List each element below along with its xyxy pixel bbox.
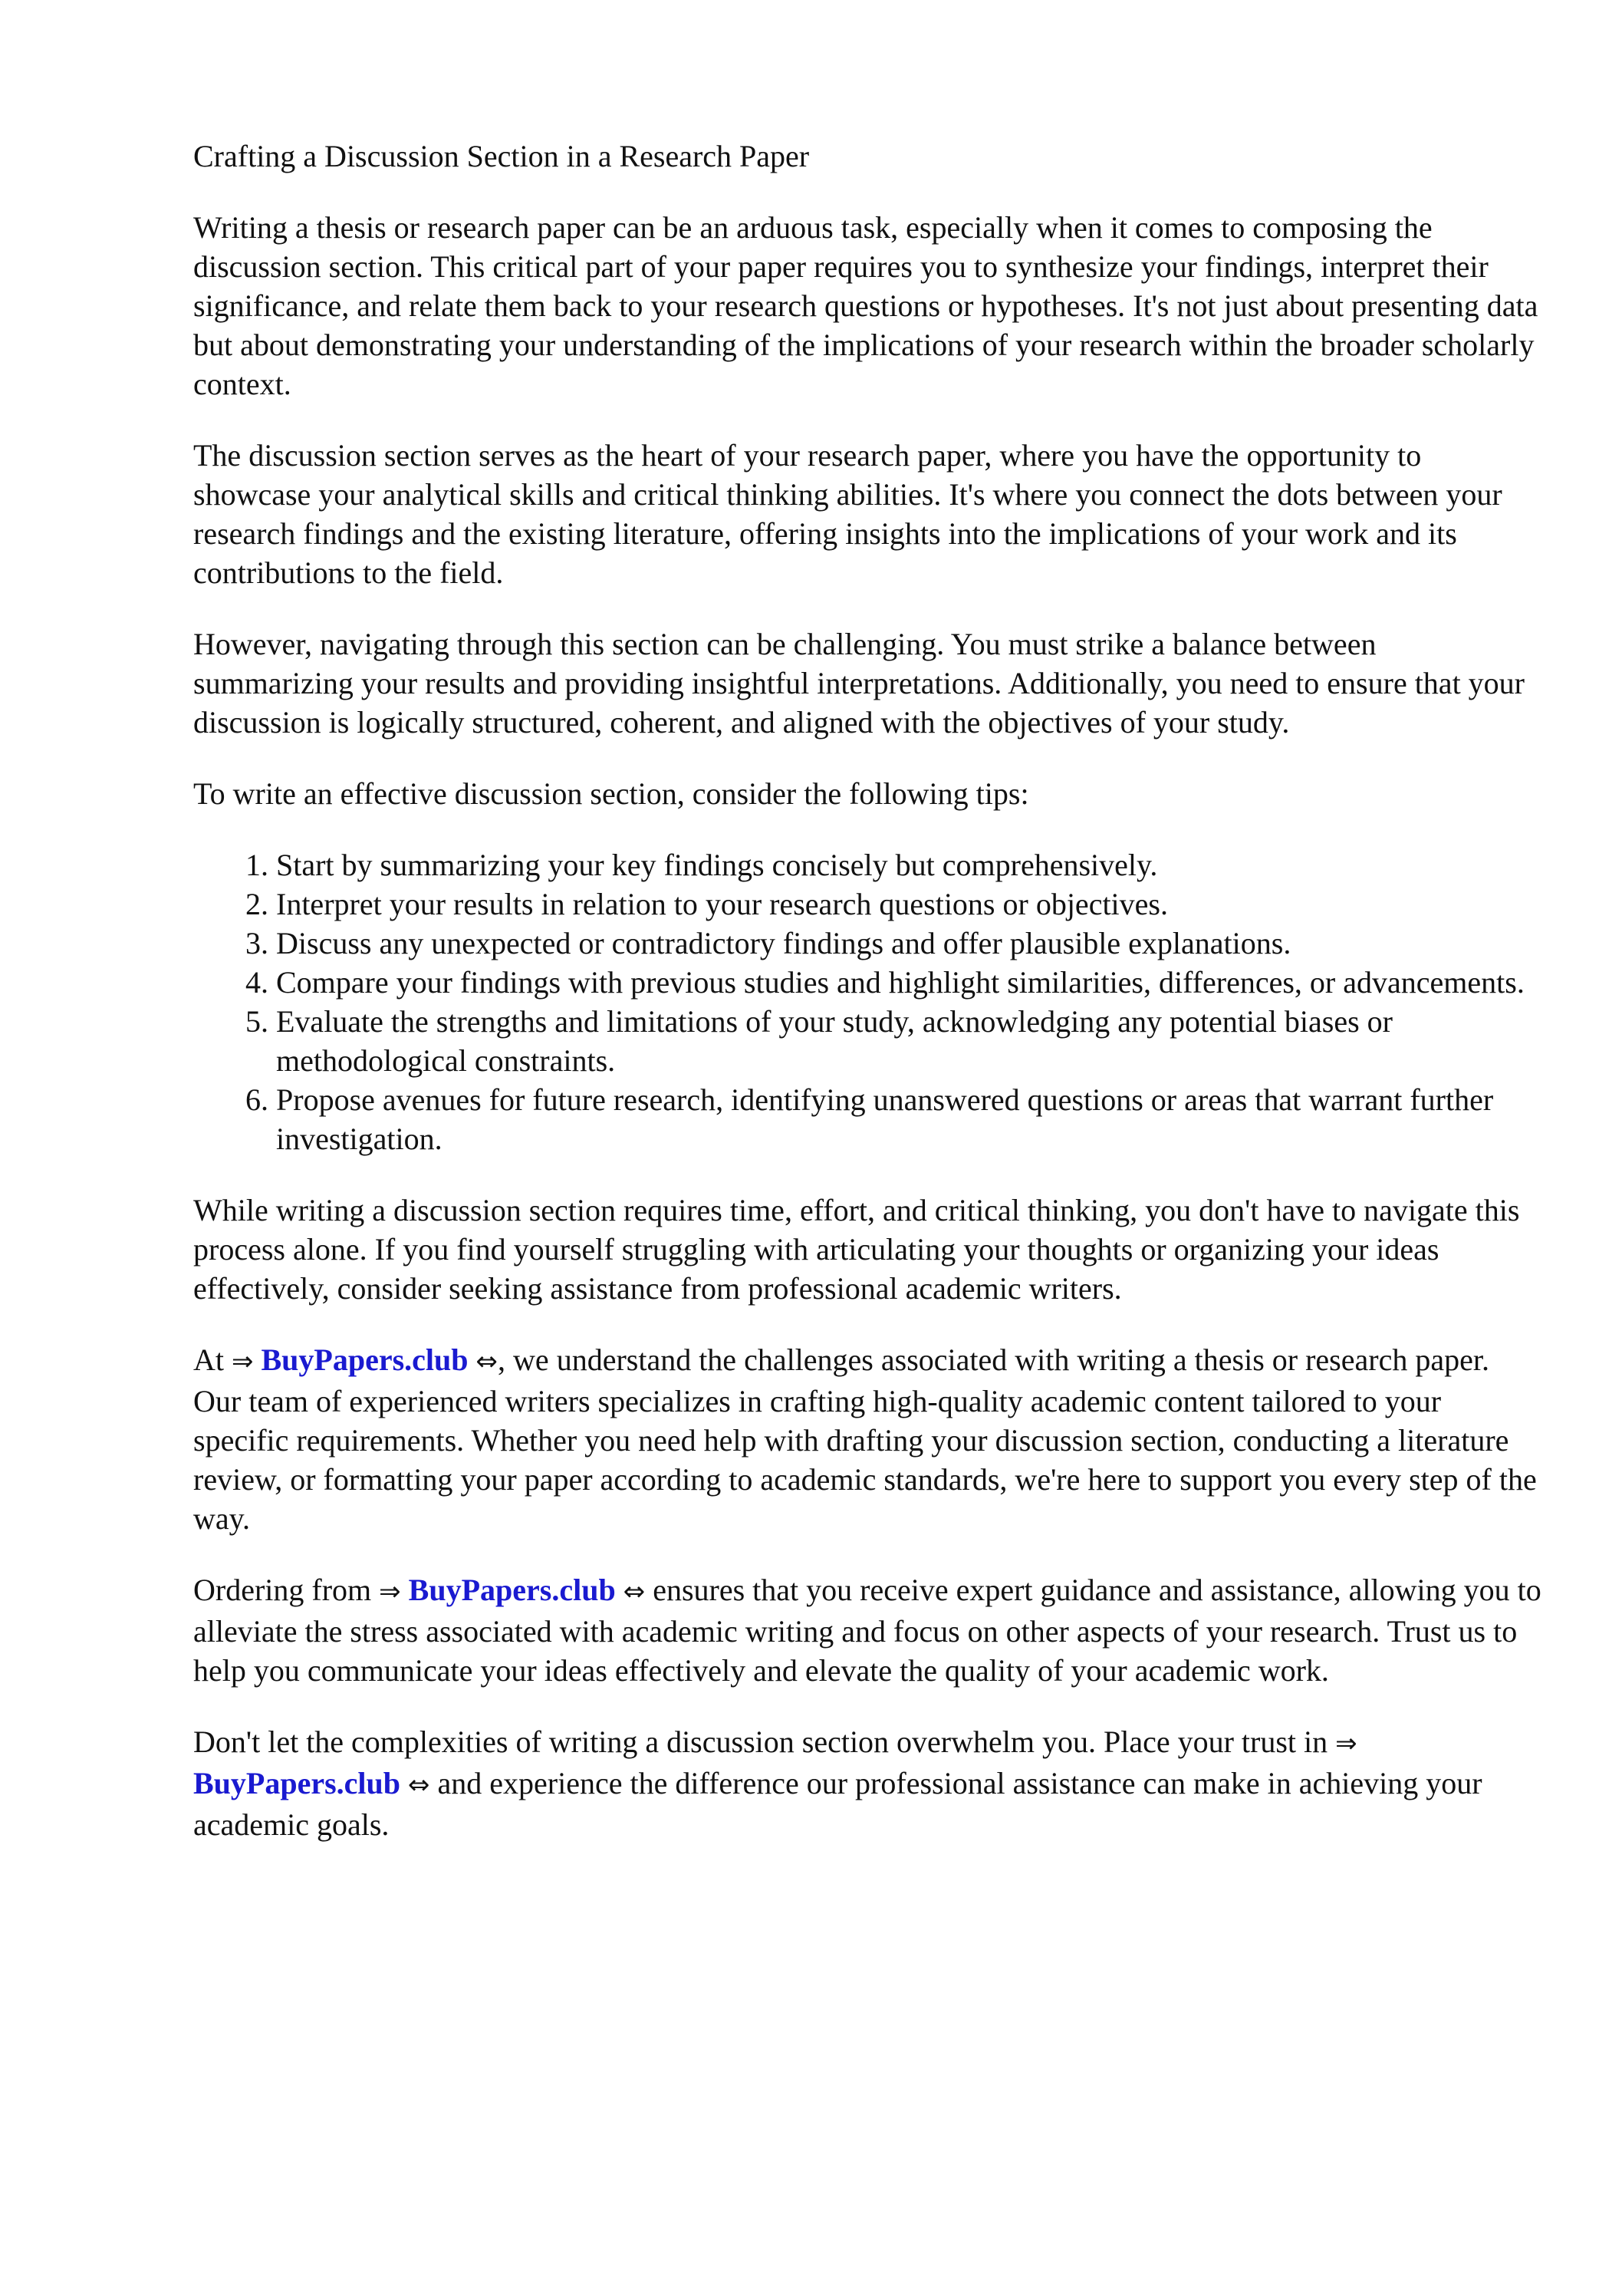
tip-item: 6. Propose avenues for future research, identifying unanswered questions or areas that warrant further investigation. bbox=[276, 1080, 1543, 1158]
paragraph-heart: The discussion section serves as the heart of your research paper, where you have the opportunity to showcase your analytical skills and critical thinking abilities. It's where you connect the dots between your research findings and the existing literature, offering insights into the implications of your work and its contributions to the field. bbox=[193, 438, 1502, 590]
promo-2-before: Ordering from bbox=[193, 1573, 380, 1607]
buypapers-link[interactable]: BuyPapers.club bbox=[261, 1342, 469, 1377]
left-right-double-arrow-icon: ⇔ bbox=[408, 1770, 430, 1800]
buypapers-link[interactable]: BuyPapers.club bbox=[408, 1573, 616, 1607]
right-double-arrow-icon: ⇒ bbox=[232, 1346, 254, 1377]
tip-item: 1. Start by summarizing your key findings concisely but comprehensively. bbox=[276, 845, 1543, 884]
paragraph-promo-2 bbox=[193, 1570, 1543, 1690]
promo-3-before: Don't let the complexities of writing a discussion section overwhelm you. Place your trust in bbox=[193, 1724, 1336, 1759]
promo-3-after: and experience the difference our professional assistance can make in achieving your academic goals. bbox=[193, 1766, 1482, 1842]
left-right-double-arrow-icon: ⇔ bbox=[623, 1576, 646, 1607]
tip-item: 2. Interpret your results in relation to your research questions or objectives. bbox=[276, 884, 1543, 924]
document-page bbox=[193, 137, 1543, 1876]
paragraph-challenges: However, navigating through this section can be challenging. You must strike a balance between summarizing your results and providing insightful interpretations. Additionally, you need to ensure that your discussion is logically structured, coherent, and aligned with the objectives of your study. bbox=[193, 627, 1525, 740]
tip-item: 5. Evaluate the strengths and limitations of your study, acknowledging any potential biases or methodological constraints. bbox=[276, 1002, 1543, 1080]
buypapers-link[interactable]: BuyPapers.club bbox=[193, 1766, 401, 1800]
paragraph-promo-3 bbox=[193, 1722, 1543, 1844]
promo-1-before: At bbox=[193, 1342, 232, 1377]
paragraph-assistance: While writing a discussion section requires time, effort, and critical thinking, you don't have to navigate this process alone. If you find yourself struggling with articulating your thoughts or organizing your ideas effectively, consider seeking assistance from professional academic writers. bbox=[193, 1193, 1520, 1306]
promo-1-after: , we understand the challenges associated with writing a thesis or research paper. Our team of experienced writers specializes in crafting high-quality academic content tailored to your specific requirements. Whether you need help with drafting your discussion section, conducting a literature review, or formatting your paper according to academic standards, we're here to support you every step of the way. bbox=[193, 1342, 1537, 1536]
paragraph-tips-intro: To write an effective discussion section, consider the following tips: bbox=[193, 776, 1029, 811]
tips-list bbox=[193, 845, 1543, 1158]
paragraph-intro: Writing a thesis or research paper can be an arduous task, especially when it comes to composing the discussion section. This critical part of your paper requires you to synthesize your findings, interpret their significance, and relate them back to your research questions or hypotheses. It's not just about presenting data but about demonstrating your understanding of the implications of your research within the broader scholarly context. bbox=[193, 210, 1538, 401]
right-double-arrow-icon: ⇒ bbox=[1335, 1728, 1357, 1759]
promo-2-after: ensures that you receive expert guidance and assistance, allowing you to alleviate the stress associated with academic writing and focus on other aspects of your research. Trust us to help you communicate your ideas effectively and elevate the quality of your academic work. bbox=[193, 1573, 1541, 1688]
right-double-arrow-icon: ⇒ bbox=[379, 1576, 401, 1607]
tip-item: 3. Discuss any unexpected or contradictory findings and offer plausible explanations. bbox=[276, 924, 1543, 963]
paragraph-promo-1 bbox=[193, 1340, 1543, 1538]
tip-item: 4. Compare your findings with previous studies and highlight similarities, differences, or advancements. bbox=[276, 963, 1543, 1002]
document-title: Crafting a Discussion Section in a Research Paper bbox=[193, 139, 810, 173]
left-right-double-arrow-icon: ⇔ bbox=[475, 1346, 498, 1377]
